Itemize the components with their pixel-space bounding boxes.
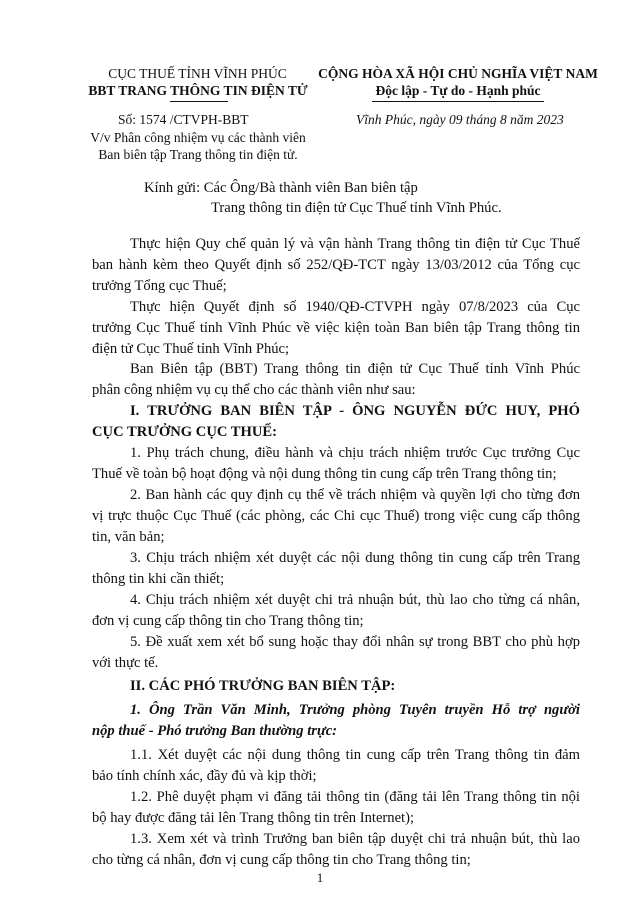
section-2-item-1-2 [92, 787, 580, 829]
agency-parent: CỤC THUẾ TỈNH VĨNH PHÚC [108, 66, 287, 81]
section-2-subheading [92, 700, 580, 742]
header-underline-right [372, 101, 544, 102]
heading-line: CỤC TRƯỞNG CỤC THUẾ: [92, 424, 278, 440]
section-2-item-1-3 [92, 829, 580, 871]
section-2-item-1-1 [92, 745, 580, 787]
recipient-line-1: Kính gửi: Các Ông/Bà thành viên Ban biên tập [144, 180, 418, 196]
item-line: 1. Phụ trách chung, điều hành và chịu trách nhiệm trước Cục trưởng Cục [130, 445, 580, 461]
item-line: bộ hay được đăng tải lên Trang thông tin trên Internet); [92, 810, 415, 826]
paragraph-line: ban hành kèm theo Quyết định số 252/QĐ-TCT ngày 13/03/2012 của Tổng cục [92, 257, 580, 273]
section-1-item-2 [92, 485, 580, 548]
paragraph-line: trưởng Cục Thuế tỉnh Vĩnh Phúc về việc kiện toàn Ban biên tập Trang thông tin [92, 320, 580, 336]
subject-line-1: V/v Phân công nhiệm vụ các thành viên [90, 130, 306, 145]
paragraph-line: Thực hiện Quy chế quản lý và vận hành Trang thông tin điện tử Cục Thuế [130, 236, 580, 252]
item-line: vị trực thuộc Cục Thuế (các phòng, các Chi cục Thuế) trong việc cung cấp thông [92, 508, 580, 524]
item-line: tin, văn bản; [92, 529, 165, 545]
section-1-item-1 [92, 443, 580, 485]
item-line: Thuế về toàn bộ hoạt động và nội dung thông tin cung cấp trên Trang thông tin; [92, 466, 557, 482]
section-1-item-5 [92, 632, 580, 674]
item-line: cho từng cá nhân, đơn vị cung cấp thông tin cho Trang thông tin; [92, 852, 471, 868]
item-line: 1.2. Phê duyệt phạm vi đăng tải thông tin (đăng tải lên Trang thông tin nội [130, 789, 580, 805]
section-1-item-4 [92, 590, 580, 632]
section-2-heading: II. CÁC PHÓ TRƯỞNG BAN BIÊN TẬP: [130, 678, 396, 694]
paragraph-3 [92, 359, 580, 401]
section-1-heading [92, 401, 580, 443]
subject-line-2: Ban biên tập Trang thông tin điện tử. [98, 147, 298, 162]
paragraph-line: trưởng Tổng cục Thuế; [92, 278, 227, 294]
heading-line: I. TRƯỞNG BAN BIÊN TẬP - ÔNG NGUYỄN ĐỨC HUY, PHÓ [130, 403, 580, 419]
item-line: 3. Chịu trách nhiệm xét duyệt các nội dung thông tin cung cấp trên Trang [130, 550, 580, 566]
document-number: Số: 1574 /CTVPH-BBT [118, 112, 249, 127]
paragraph-line: Thực hiện Quyết định số 1940/QĐ-CTVPH ngày 07/8/2023 của Cục [130, 299, 580, 315]
item-line: 4. Chịu trách nhiệm xét duyệt chi trả nhuận bút, thù lao cho từng cá nhân, [130, 592, 580, 608]
place-date: Vĩnh Phúc, ngày 09 tháng 8 năm 2023 [356, 112, 564, 127]
item-line: 5. Đề xuất xem xét bổ sung hoặc thay đổi nhân sự trong BBT cho phù hợp [130, 634, 580, 650]
item-line: bảo tính chính xác, đầy đủ và kịp thời; [92, 768, 317, 784]
item-line: 2. Ban hành các quy định cụ thể về trách nhiệm và quyền lợi cho từng đơn [130, 487, 580, 503]
item-line: 1.1. Xét duyệt các nội dung thông tin cung cấp trên Trang thông tin đảm [130, 747, 580, 763]
country-name: CỘNG HÒA XÃ HỘI CHỦ NGHĨA VIỆT NAM [318, 66, 598, 81]
subheading-line: nộp thuế - Phó trưởng Ban thường trực: [92, 723, 338, 739]
item-line: 1.3. Xem xét và trình Trưởng ban biên tập duyệt chi trả nhuận bút, thù lao [130, 831, 580, 847]
recipient-line-2: Trang thông tin điện tử Cục Thuế tỉnh Vĩnh Phúc. [211, 200, 502, 216]
item-line: với thực tế. [92, 655, 159, 671]
national-motto: Độc lập - Tự do - Hạnh phúc [375, 83, 541, 98]
page-number: 1 [316, 870, 324, 885]
item-line: thông tin khi cần thiết; [92, 571, 225, 587]
paragraph-line: phân công nhiệm vụ cụ thể cho các thành viên như sau: [92, 382, 416, 398]
section-1-item-3 [92, 548, 580, 590]
paragraph-line: Ban Biên tập (BBT) Trang thông tin điện tử Cục Thuế tỉnh Vĩnh Phúc [130, 361, 580, 377]
paragraph-line: điện tử Cục Thuế tỉnh Vĩnh Phúc; [92, 341, 290, 357]
item-line: đơn vị cung cấp thông tin cho Trang thông tin; [92, 613, 364, 629]
subheading-line: 1. Ông Trần Văn Minh, Trưởng phòng Tuyên truyền Hỗ trợ người [130, 702, 580, 718]
paragraph-2 [92, 297, 580, 360]
agency-unit: BBT TRANG THÔNG TIN ĐIỆN TỬ [88, 83, 308, 98]
header-underline-left [170, 101, 228, 102]
paragraph-1 [92, 234, 580, 297]
